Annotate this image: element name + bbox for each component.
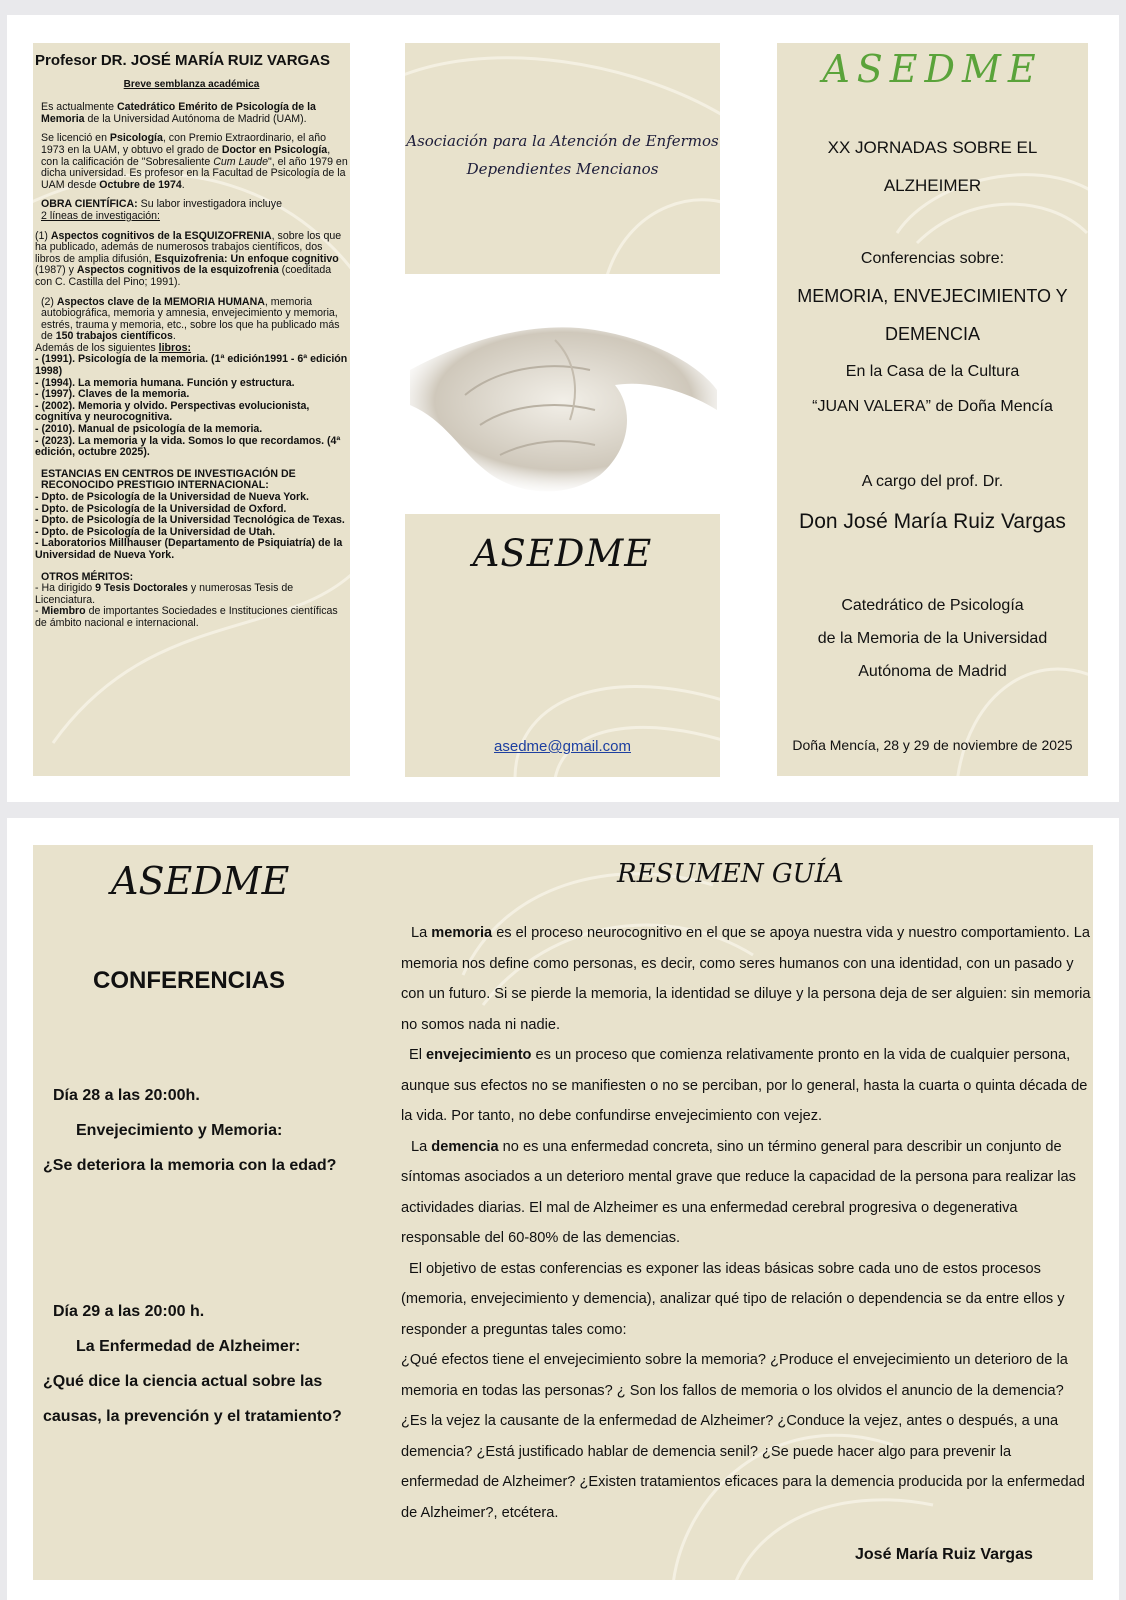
cover-line-8: A cargo del prof. Dr. [861,473,1004,490]
para-memoria: La memoria es el proceso neurocognitivo en el que se apoya nuestra vida y nuestro comportamiento. La memoria nos define como personas, es decir, como seres humanos con una identidad, con un pasado y con un futuro. Si se pierde la memoria, la identidad se diluye y la persona deja de ser alguien: sin memoria no somos nada ni nadie. [401,925,1091,1033]
bio-books-intro: Además de los siguientes libros: [35,341,192,354]
cover-line-3: Conferencias sobre: [860,250,1005,267]
estancia-item: - Dpto. de Psicología de la Universidad de Nueva York. [35,491,309,503]
cover-date: Doña Mencía, 28 y 29 de noviembre de 2025 [792,737,1073,753]
estancia-item: - Dpto. de Psicología de la Universidad Tecnológica de Texas. [35,514,345,527]
book-item: - (1994). La memoria humana. Función y estructura. [35,376,295,389]
book-item: - (1991). Psicología de la memoria. (1ª edición1991 - 6ª edición 1998) [35,353,348,378]
para-objetivo: El objetivo de estas conferencias es exponer las ideas básicas sobre cada uno de estos procesos (memoria, envejecimiento y demencia), analizar qué tipo de relación o dependencia se da entre ellos y responder a preguntas tales como: [401,1260,1065,1338]
cover-line-12: Autónoma de Madrid [858,663,1007,680]
conferencias-heading: CONFERENCIAS [93,967,286,994]
asedme-logo: ASEDME [111,859,290,903]
bio-estancias-list [35,492,348,562]
cover-line-9: Don José María Ruiz Vargas [799,510,1066,533]
cover-line-4: MEMORIA, ENVEJECIMIENTO Y [797,286,1068,306]
day2-time: Día 29 a las 20:00 h. [53,1303,205,1320]
book-item: - (2010). Manual de psicología de la memoria. [35,423,263,436]
cover-line-2: ALZHEIMER [883,176,982,195]
cover-line-10: Catedrático de Psicología [841,597,1024,614]
bio-otros-title: OTROS MÉRITOS: [41,570,134,583]
association-name: Asociación para la Atención de Enfermos Dependientes Mencianos [406,132,719,178]
cover-line-1: XX JORNADAS SOBRE EL [827,138,1038,157]
resumen-title: RESUMEN GUÍA [617,859,844,889]
signature: José María Ruiz Vargas [855,1546,1033,1563]
day2-topic: La Enfermedad de Alzheimer: [76,1338,301,1355]
estancia-item: - Dpto. de Psicología de la Universidad de Utah. [35,525,276,538]
holding-hands-image [405,300,720,500]
association-panel [405,43,720,274]
contact-panel [405,514,720,777]
bio-books-list [35,354,348,458]
cover-panel [777,43,1088,776]
resumen-body [401,918,1091,1528]
cover-line-7: “JUAN VALERA” de Doña Mencía [812,398,1053,415]
estancia-item: - Laboratorios Millhauser (Departamento de Psiquiatría) de la Universidad de Nueva York. [35,537,343,561]
bio-otros-1: - Ha dirigido 9 Tesis Doctorales y numerosas Tesis de Licenciatura. [35,582,294,606]
cover-line-6: En la Casa de la Cultura [845,363,1020,380]
day2-question-line2: causas, la prevención y el tratamiento? [43,1408,342,1425]
email-link[interactable]: asedme@gmail.com [494,738,631,755]
bio-para-2: Se licenció en Psicología, con Premio Extraordinario, el año 1973 en la UAM, y obtuvo el grado de Doctor en Psicología, con la calificación de "Sobresaliente Cum Laude", el año 1979 en dicha universidad. Es profesor en la Facultad de Psicología de la UAM desde Octubre de 1974. [41,132,348,191]
para-demencia: La demencia no es una enfermedad concreta, sino un término general para describir un conjunto de síntomas asociados a un deterioro mental grave que reduce la capacidad de la persona para realizar las actividades diarias. El mal de Alzheimer es una enfermedad cerebral progresiva o degenerativa responsable del 60-80% de las demencias. [401,1138,1076,1246]
book-item: - (2002). Memoria y olvido. Perspectivas evolucionista, cognitiva y neurocognitiva. [35,399,310,424]
bio-subtitle: Breve semblanza académica [123,78,260,90]
bio-estancias-title: ESTANCIAS EN CENTROS DE INVESTIGACIÓN DE RECONOCIDO PRESTIGIO INTERNACIONAL: [41,467,296,492]
day1-topic: Envejecimiento y Memoria: [76,1122,283,1139]
inside-panel [33,845,1093,1580]
asedme-logo: ASEDME [472,532,653,575]
day1-question: ¿Se deteriora la memoria con la edad? [43,1157,337,1174]
cover-line-5: DEMENCIA [884,324,980,344]
bio-para-1: Es actualmente Catedrático Emérito de Psicología de la Memoria de la Universidad Autónoma de Madrid (UAM). [41,101,316,125]
bio-line-1: (1) Aspectos cognitivos de la ESQUIZOFRENIA, sobre los que ha publicado, además de numerosos trabajos científicos, dos libros de amplia difusión, Esquizofrenia: Un enfoque cognitivo (1987) y Aspectos cognitivos de la esquizofrenia (coeditada con C. Castilla del Pino; 1991). [35,229,342,288]
book-item: - (1997). Claves de la memoria. [35,388,190,401]
bio-otros-2: - Miembro de importantes Sociedades e Instituciones científicas de ámbito nacional e internacional. [35,605,338,629]
cover-line-11: de la Memoria de la Universidad [817,630,1048,647]
biography-panel [33,43,350,776]
para-envejecimiento: El envejecimiento es un proceso que comienza relativamente pronto en la vida de cualquier persona, aunque sus efectos no se manifiesten o no se perciban, por lo general, hasta la cuarta o quinta década de la vida. Por tanto, no debe confundirse envejecimiento con vejez. [401,1047,1088,1124]
bio-title: Profesor DR. JOSÉ MARÍA RUIZ VARGAS [35,52,331,69]
bio-line-2: (2) Aspectos clave de la MEMORIA HUMANA, memoria autobiográfica, memoria y amnesia, envejecimiento y memoria, estrés, trauma y memoria, etc., sobre los que ha publicado más de 150 trabajos científicos. [41,295,340,343]
day2-question-line1: ¿Qué dice la ciencia actual sobre las [43,1373,323,1390]
estancia-item: - Dpto. de Psicología de la Universidad de Oxford. [35,502,287,515]
asedme-logo: ASEDME [822,47,1043,91]
book-item: - (2023). La memoria y la vida. Somos lo que recordamos. (4ª edición, octubre 2025). [35,434,341,459]
bio-obra: OBRA CIENTÍFICA: Su labor investigadora incluye 2 líneas de investigación: [41,198,282,222]
para-preguntas: ¿Qué efectos tiene el envejecimiento sobre la memoria? ¿Produce el envejecimiento un deterioro de la memoria en todas las personas? ¿ Son los fallos de memoria o los olvidos el anuncio de la demencia? ¿Es la vejez la causante de la enfermedad de Alzheimer? ¿Conduce la vejez, antes o después, a una demencia? ¿Está justificado hablar de demencia senil? ¿Se puede hacer algo para prevenir la enfermedad de Alzheimer? ¿Existen tratamientos eficaces para la demencia producida por la enfermedad de Alzheimer?, etcétera. [401,1352,1085,1521]
day1-time: Día 28 a las 20:00h. [53,1087,200,1104]
